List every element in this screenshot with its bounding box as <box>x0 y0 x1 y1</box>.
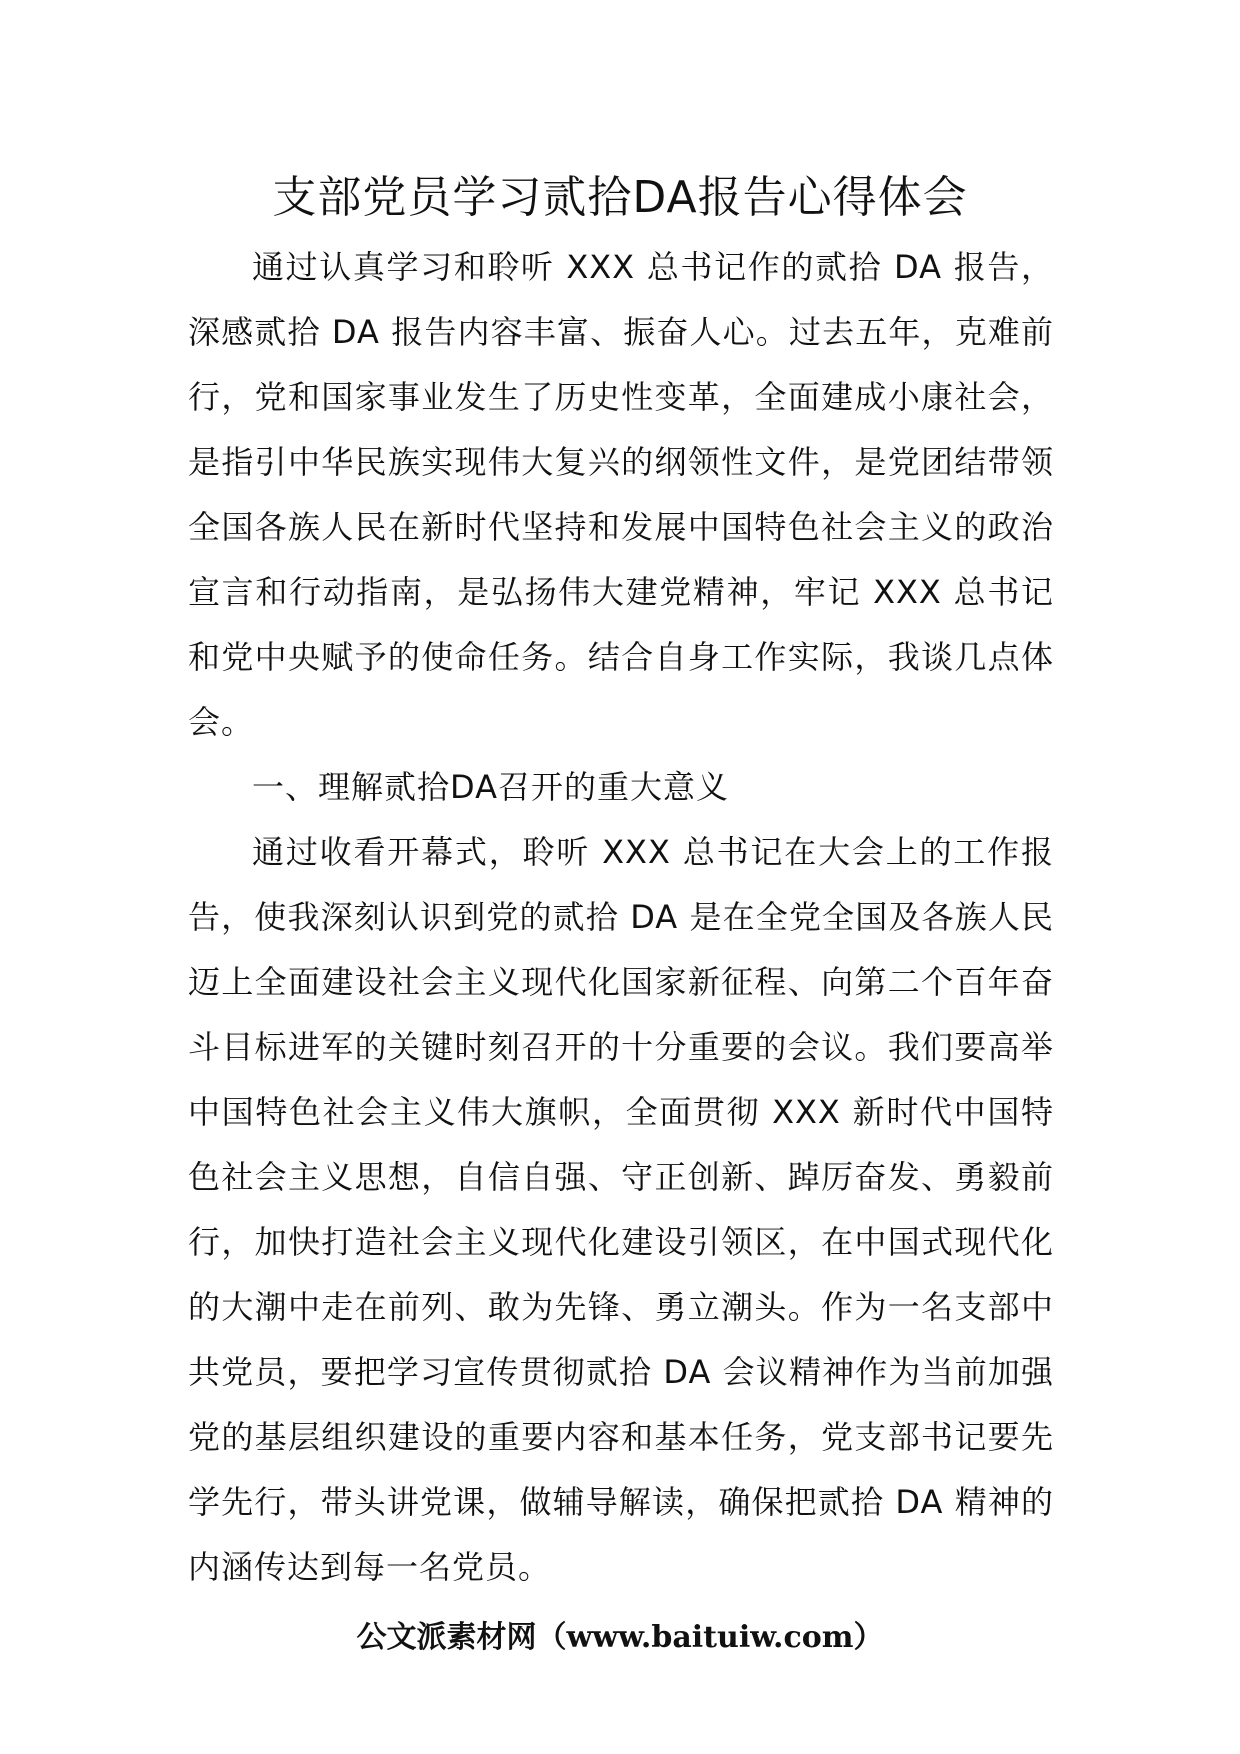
footer-watermark: 公文派素材网（www.baituiw.com） <box>356 1620 884 1655</box>
section-paragraph: 通过收看开幕式，聆听 XXX 总书记在大会上的工作报告，使我深刻认识到党的贰拾 DA 是在全党全国及各族人民迈上全面建设社会主义现代化国家新征程、向第二个百年奋斗目标进军的关键时刻召开的十分重要的会议。我们要高举中国特色社会主义伟大旗帜，全面贯彻 XXX 新时代中国特色社会主义思想，自信自强、守正创新、踔厉奋发、勇毅前行，加快打造社会主义现代化建设引领区，在中国式现代化的大潮中走在前列、敢为先锋、勇立潮头。作为一名支部中共党员，要把学习宣传贯彻贰拾 DA 会议精神作为当前加强党的基层组织建设的重要内容和基本任务，党支部书记要先学先行，带头讲党课，做辅导解读，确保把贰拾 DA 精神的内涵传达到每一名党员。 <box>188 833 1054 1586</box>
section-heading: 一、理解贰拾DA召开的重大意义 <box>252 768 729 806</box>
document-title: 支部党员学习贰拾DA报告心得体会 <box>272 172 968 223</box>
intro-paragraph: 通过认真学习和聆听 XXX 总书记作的贰拾 DA 报告，深感贰拾 DA 报告内容丰富、振奋人心。过去五年，克难前行，党和国家事业发生了历史性变革，全面建成小康社会，是指引中华民族实现伟大复兴的纲领性文件，是党团结带领全国各族人民在新时代坚持和发展中国特色社会主义的政治宣言和行动指南，是弘扬伟大建党精神，牢记 XXX 总书记和党中央赋予的使命任务。结合自身工作实际，我谈几点体会。 <box>188 248 1054 741</box>
document-body <box>188 235 1054 1600</box>
